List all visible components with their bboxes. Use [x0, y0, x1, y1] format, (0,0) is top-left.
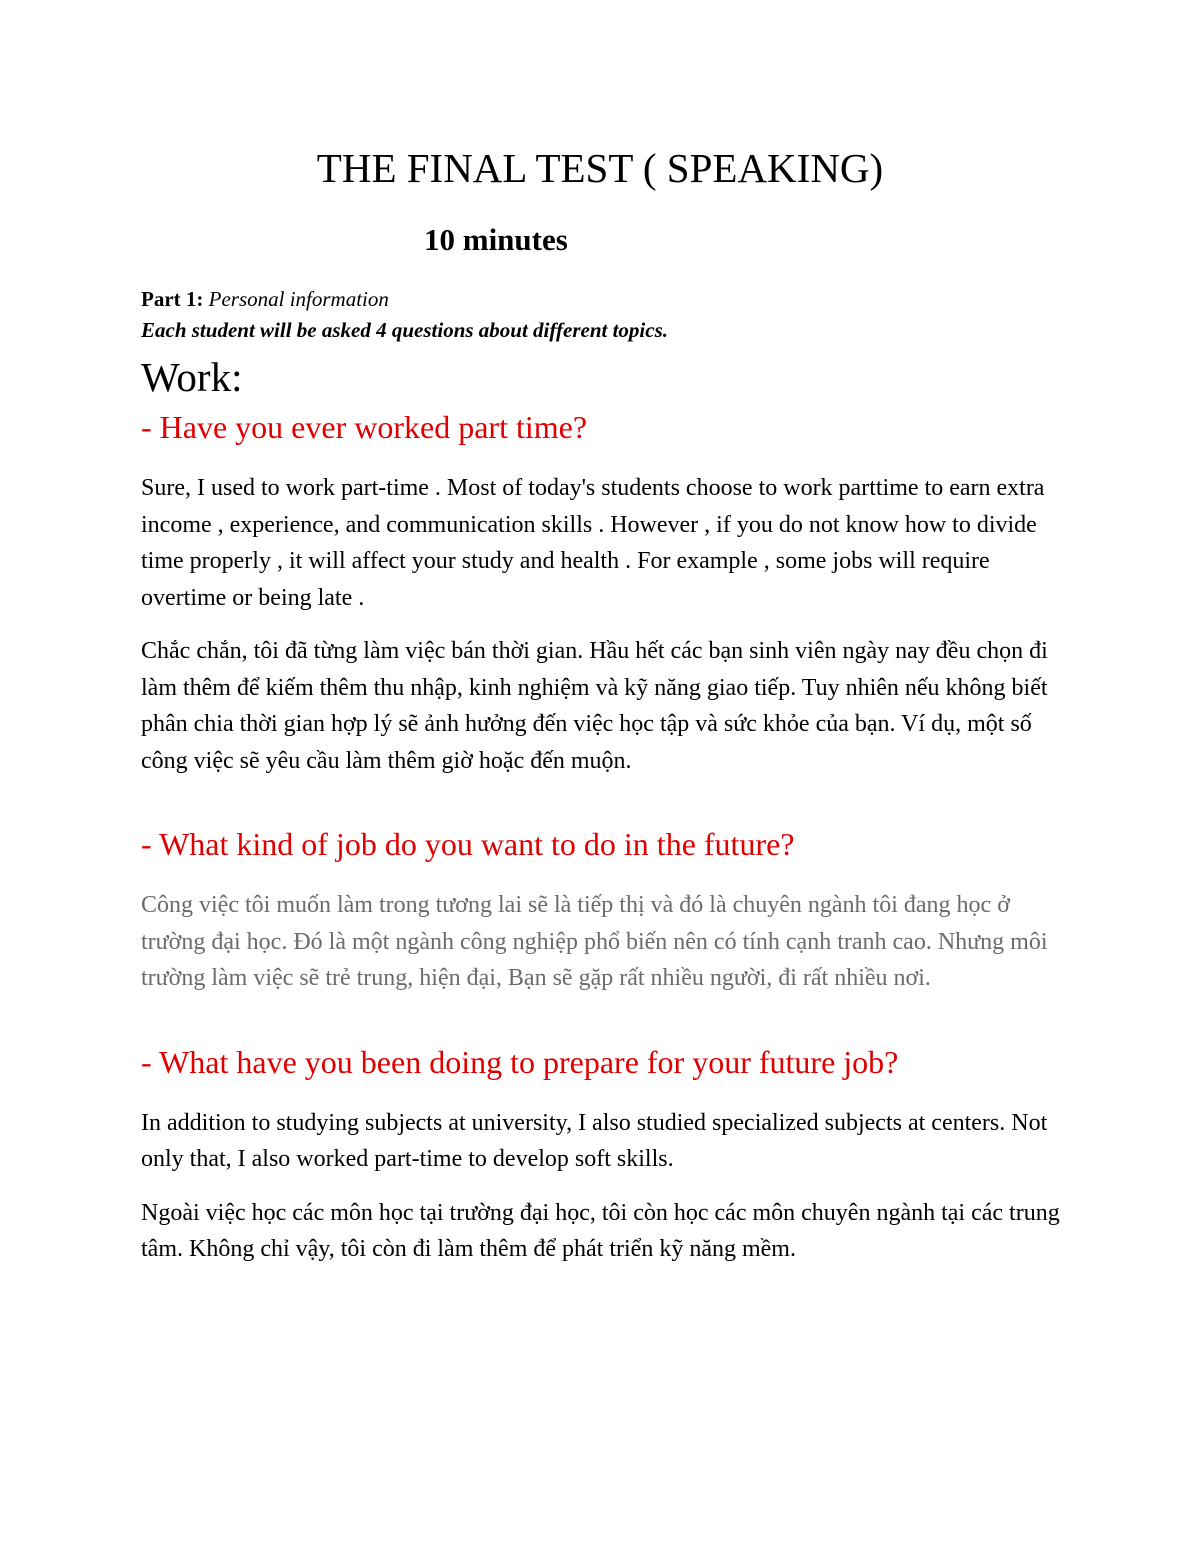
answer-1-vietnamese: Chắc chắn, tôi đã từng làm việc bán thời gian. Hầu hết các bạn sinh viên ngày nay đều chọn đi làm thêm để kiếm thêm thu nhập, kinh nghiệm và kỹ năng giao tiếp. Tuy nhiên nếu không biết phân chia thời gian hợp lý sẽ ảnh hưởng đến việc học tập và sức khỏe của bạn. Ví dụ, một số công việc sẽ yêu cầu làm thêm giờ hoặc đến muộn. [141, 638, 1048, 774]
document-subtitle: 10 minutes [424, 222, 568, 257]
answer-2-vietnamese: Công việc tôi muốn làm trong tương lai sẽ là tiếp thị và đó là chuyên ngành tôi đang học ở trường đại học. Đó là một ngành công nghiệp phổ biến nên có tính cạnh tranh cao. Nhưng môi trường làm việc sẽ trẻ trung, hiện đại, Bạn sẽ gặp rất nhiều người, đi rất nhiều nơi. [141, 892, 1048, 991]
topic-heading: Work: [141, 354, 243, 400]
instruction-text: Each student will be asked 4 questions about different topics. [141, 318, 668, 342]
part-heading [141, 284, 1066, 315]
document-content [141, 284, 1066, 1268]
part-value: Personal information [208, 287, 389, 311]
question-1: - Have you ever worked part time? [141, 409, 588, 445]
question-2: - What kind of job do you want to do in the future? [141, 826, 795, 862]
document-title: THE FINAL TEST ( SPEAKING) [316, 145, 884, 191]
part-label: Part 1: [141, 287, 204, 311]
answer-1-english: Sure, I used to work part-time . Most of today's students choose to work parttime to earn extra income , experience, and communication skills . However , if you do not know how to divide time properly , it will affect your study and health . For example , some jobs will require overtime or being late . [141, 475, 1045, 611]
question-3: - What have you been doing to prepare for your future job? [141, 1043, 899, 1080]
answer-3-vietnamese: Ngoài việc học các môn học tại trường đại học, tôi còn học các môn chuyên ngành tại các trung tâm. Không chỉ vậy, tôi còn đi làm thêm để phát triển kỹ năng mềm. [141, 1199, 1060, 1262]
answer-3-english: In addition to studying subjects at university, I also studied specialized subjects at centers. Not only that, I also worked part-time to develop soft skills. [141, 1109, 1048, 1172]
